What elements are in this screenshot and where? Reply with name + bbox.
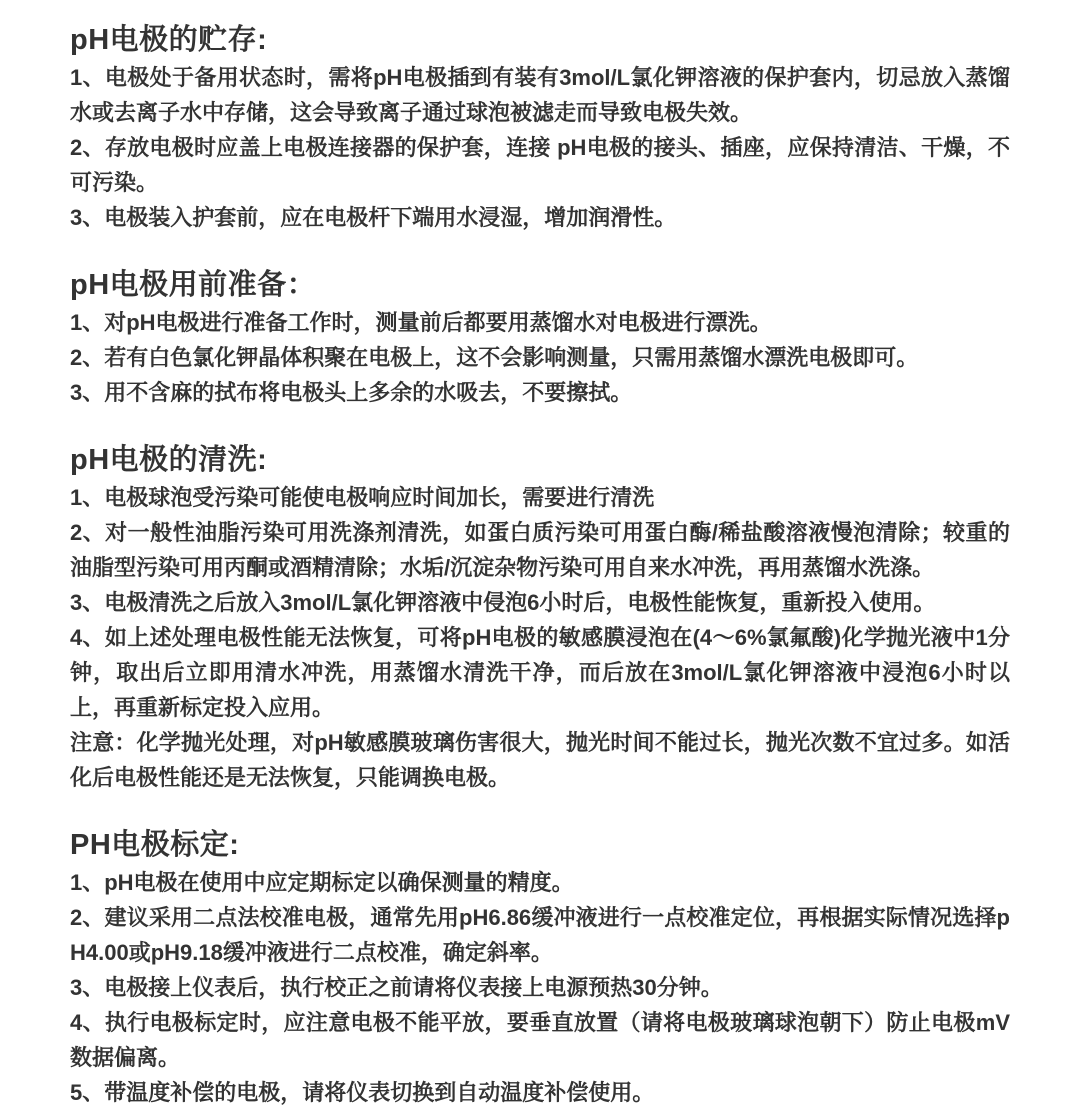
calibration-item-3: 3、电极接上仪表后，执行校正之前请将仪表接上电源预热30分钟。 xyxy=(70,975,723,1000)
section-storage xyxy=(70,20,1010,235)
storage-item-2: 2、存放电极时应盖上电极连接器的保护套，连接 pH电极的接头、插座，应保持清洁、干燥，不可污染。 xyxy=(70,135,1010,195)
preparation-item-2: 2、若有白色氯化钾晶体积聚在电极上，这不会影响测量，只需用蒸馏水漂洗电极即可。 xyxy=(70,345,919,370)
calibration-item-4: 4、执行电极标定时，应注意电极不能平放，要垂直放置（请将电极玻璃球泡朝下）防止电极mV数据偏离。 xyxy=(70,1010,1010,1070)
preparation-item-1: 1、对pH电极进行准备工作时，测量前后都要用蒸馏水对电极进行漂洗。 xyxy=(70,310,772,335)
section-storage-heading: pH电极的贮存: xyxy=(70,24,268,56)
cleaning-note: 注意：化学抛光处理，对pH敏感膜玻璃伤害很大，抛光时间不能过长，抛光次数不宜过多。如活化后电极性能还是无法恢复，只能调换电极。 xyxy=(70,730,1010,790)
section-calibration xyxy=(70,825,1010,1110)
cleaning-item-4: 4、如上述处理电极性能无法恢复，可将pH电极的敏感膜浸泡在(4～6%氯氟酸)化学抛光液中1分钟，取出后立即用清水冲洗，用蒸馏水清洗干净，而后放在3mol/L氯化钾溶液中浸泡6小时以上，再重新标定投入应用。 xyxy=(70,625,1010,720)
section-cleaning-heading: pH电极的清洗: xyxy=(70,444,268,476)
section-cleaning xyxy=(70,440,1010,795)
cleaning-item-3: 3、电极清洗之后放入3mol/L氯化钾溶液中侵泡6小时后，电极性能恢复，重新投入使用。 xyxy=(70,590,936,615)
section-calibration-heading: PH电极标定: xyxy=(70,829,240,861)
preparation-item-3: 3、用不含麻的拭布将电极头上多余的水吸去，不要擦拭。 xyxy=(70,380,633,405)
section-preparation-heading: pH电极用前准备： xyxy=(70,269,317,301)
storage-item-1: 1、电极处于备用状态时，需将pH电极插到有装有3mol/L氯化钾溶液的保护套内，切忌放入蒸馏水或去离子水中存储，这会导致离子通过球泡被滤走而导致电极失效。 xyxy=(70,65,1010,125)
storage-item-3: 3、电极装入护套前，应在电极杆下端用水浸湿，增加润滑性。 xyxy=(70,205,677,230)
calibration-item-1: 1、pH电极在使用中应定期标定以确保测量的精度。 xyxy=(70,870,574,895)
cleaning-item-2: 2、对一般性油脂污染可用洗涤剂清洗，如蛋白质污染可用蛋白酶/稀盐酸溶液慢泡清除；较重的油脂型污染可用丙酮或酒精清除；水垢/沉淀杂物污染可用自来水冲洗，再用蒸馏水洗涤。 xyxy=(70,520,1010,580)
cleaning-item-1: 1、电极球泡受污染可能使电极响应时间加长，需要进行清洗 xyxy=(70,485,655,510)
section-preparation xyxy=(70,265,1010,410)
calibration-item-5: 5、带温度补偿的电极，请将仪表切换到自动温度补偿使用。 xyxy=(70,1080,655,1105)
calibration-item-2: 2、建议采用二点法校准电极，通常先用pH6.86缓冲液进行一点校准定位，再根据实际情况选择pH4.00或pH9.18缓冲液进行二点校准，确定斜率。 xyxy=(70,905,1010,965)
